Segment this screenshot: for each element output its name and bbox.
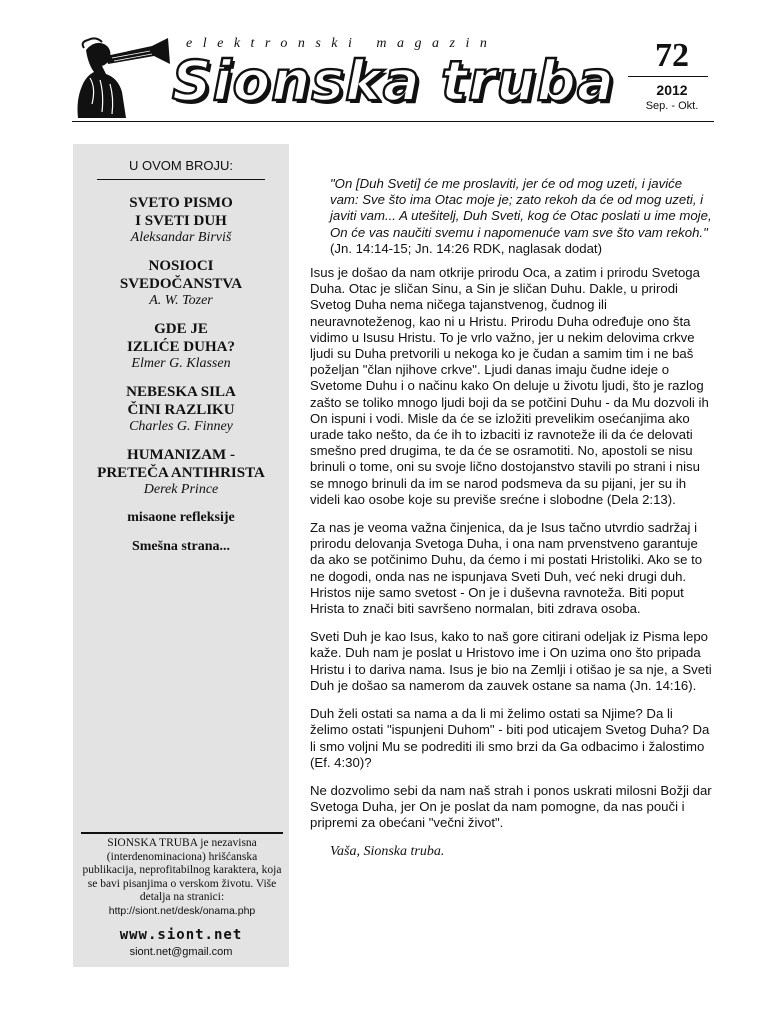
publication-about: SIONSKA TRUBA je nezavisna (interdenominaciona) hrišćanska publikacija, neprofitabilnog karaktera, koja se bavi pisanjima o verskom životu. Više detalja na stranici: xyxy=(82,837,282,903)
contents-item-author: A. W. Tozer xyxy=(149,293,213,308)
contents-list xyxy=(73,194,289,567)
publication-about-link[interactable]: http://siont.net/desk/onama.php xyxy=(108,904,256,917)
quote-reference: (Jn. 14:14-15; Jn. 14:26 RDK, naglasak dodat) xyxy=(330,240,602,256)
contents-sidebar xyxy=(73,144,289,967)
article-paragraph: Duh želi ostati sa nama a da li mi želimo ostati sa Njime? Da li želimo ostati "ispunjeni Duhom" - biti pod uticajem Svetog Duha? Da li smo voljni Mu se podrediti ili smo brzi da Ga odbacimo i žalostimo (Ef. 4:30)? xyxy=(310,706,710,770)
masthead xyxy=(72,34,714,124)
article-paragraph: Ne dozvolimo sebi da nam naš strah i ponos uskrati milosni Božji dar Svetoga Duha, jer On je poslat da nam pomogne, da nas pouči i pripremi za obećani "večni život". xyxy=(310,782,712,831)
contents-item-title: NOSIOCI SVEDOČANSTVA xyxy=(119,258,243,292)
contents-item[interactable] xyxy=(73,320,289,372)
contents-item[interactable] xyxy=(73,257,289,309)
contents-item[interactable] xyxy=(73,446,289,498)
contents-item-title: NEBESKA SILA ČINI RAZLIKU xyxy=(126,384,236,418)
website-link[interactable]: www.siont.net xyxy=(119,927,243,943)
contents-extra-humor[interactable]: Smešna strana... xyxy=(131,539,230,554)
contents-heading: U OVOM BROJU: xyxy=(128,158,233,173)
contents-item[interactable] xyxy=(73,383,289,435)
issue-year: 2012 xyxy=(656,82,688,98)
contents-divider xyxy=(97,179,265,180)
scripture-quote xyxy=(330,176,712,257)
article-paragraph: Sveti Duh je kao Isus, kako to naš gore citirani odeljak iz Pisma lepo kaže. Duh nam je poslat u Hristovo ime i On uzima ono što pripada Hristu i to dariva nama. Isus je bio na Zemlji i otišao je sa nje, a Sveti Duh je došao sa namerom da zauvek ostane sa nama (Jn. 14:16). xyxy=(310,629,712,693)
trumpeter-logo-icon xyxy=(72,34,172,118)
contents-item[interactable] xyxy=(73,194,289,246)
footer-divider xyxy=(81,832,283,834)
contents-item-title: GDE JE IZLIĆE DUHA? xyxy=(127,321,235,355)
magazine-subtitle: elektronski magazin xyxy=(186,36,498,51)
article-signature: Vaša, Sionska truba. xyxy=(330,843,445,859)
contents-item-title: HUMANIZAM - PRETEČA ANTIHRISTA xyxy=(97,447,265,481)
publication-info xyxy=(79,837,285,918)
header-divider xyxy=(72,121,714,122)
editorial-article xyxy=(310,176,712,860)
email-link[interactable]: siont.net@gmail.com xyxy=(129,946,233,958)
issue-number: 72 xyxy=(655,37,689,74)
article-paragraph: Za nas je veoma važna činjenica, da je Isus tačno utvrdio sadržaj i prirodu delovanja Svetoga Duha, i ona nam prvenstveno garantuje da ako se potčinimo Duhu, da ćemo i mi postati Hristoliki. Ako se to ne dogodi, onda nas ne ispunjava Sveti Duh, već neki drugi duh. Hristos nije samo svetost - On je i duševna ravnoteža. Biti poput Hrista to znači biti savršeno normalan, biti zdrava osoba. xyxy=(310,520,703,617)
contents-item-author: Charles G. Finney xyxy=(129,419,233,434)
contents-extra-reflections[interactable]: misaone refleksije xyxy=(127,510,235,525)
article-paragraph: Isus je došao da nam otkrije prirodu Oca, a zatim i prirodu Svetoga Duha. Otac je sličan Sinu, a Sin je sličan Duhu. Dakle, u prirodi Svetog Duha nema ničega tajanstvenog, čudnog ili neuravnoteženog, kao ni u Hristu. Prirodu Duha određuje ono šta vidimo u Isusu Hristu. To je vrlo važno, jer u nekim delovima crkve ljudi su Duha pretvorili u nekoga ko je čudan a samim tim i ne baš poželjan "član njihove crkve". Ljudi danas imaju čudne ideje o Svetome Duhu i o načinu kako On deluje u životu ljudi, što je razlog zašto se toliko mnogo ljudi boji da se potčini Duhu - da Mu dozvoli ih On ispuni i vodi. Misle da će se izložiti prevelikim osećanjima ako urade tako nešto, da će ih to izbaciti iz ravnoteže ili da će delovati smešno pred drugima, te da će se osramotiti. No, apostoli se nisu brinuli o tome, oni su svoje lično dostojanstvo stavili po strani i nisu se mnogo brinuli da im se narod podsmeva da su pijani, jer su ih videli kao osobe koje su previše srećne i slobodne (Dela 2:13). xyxy=(310,265,709,507)
issue-divider xyxy=(628,76,708,77)
quote-text: "On [Duh Sveti] će me proslaviti, jer će od mog uzeti, i javiće vam: Sve što ima Otac moje je; zato rekoh da će od mog uzeti, i javiti vam... A utešitelj, Duh Sveti, kog će Otac poslati u ime moje, On će vas naučiti svemu i napomenuće vam sve što vam rekoh." xyxy=(330,176,712,240)
magazine-title: Sionska truba xyxy=(172,49,616,113)
contents-item-author: Aleksandar Birviš xyxy=(130,230,232,245)
contents-item-author: Elmer G. Klassen xyxy=(131,356,231,371)
contents-item-title: SVETO PISMO I SVETI DUH xyxy=(129,195,233,229)
issue-months: Sep. - Okt. xyxy=(645,100,699,112)
contents-item-author: Derek Prince xyxy=(143,482,219,497)
